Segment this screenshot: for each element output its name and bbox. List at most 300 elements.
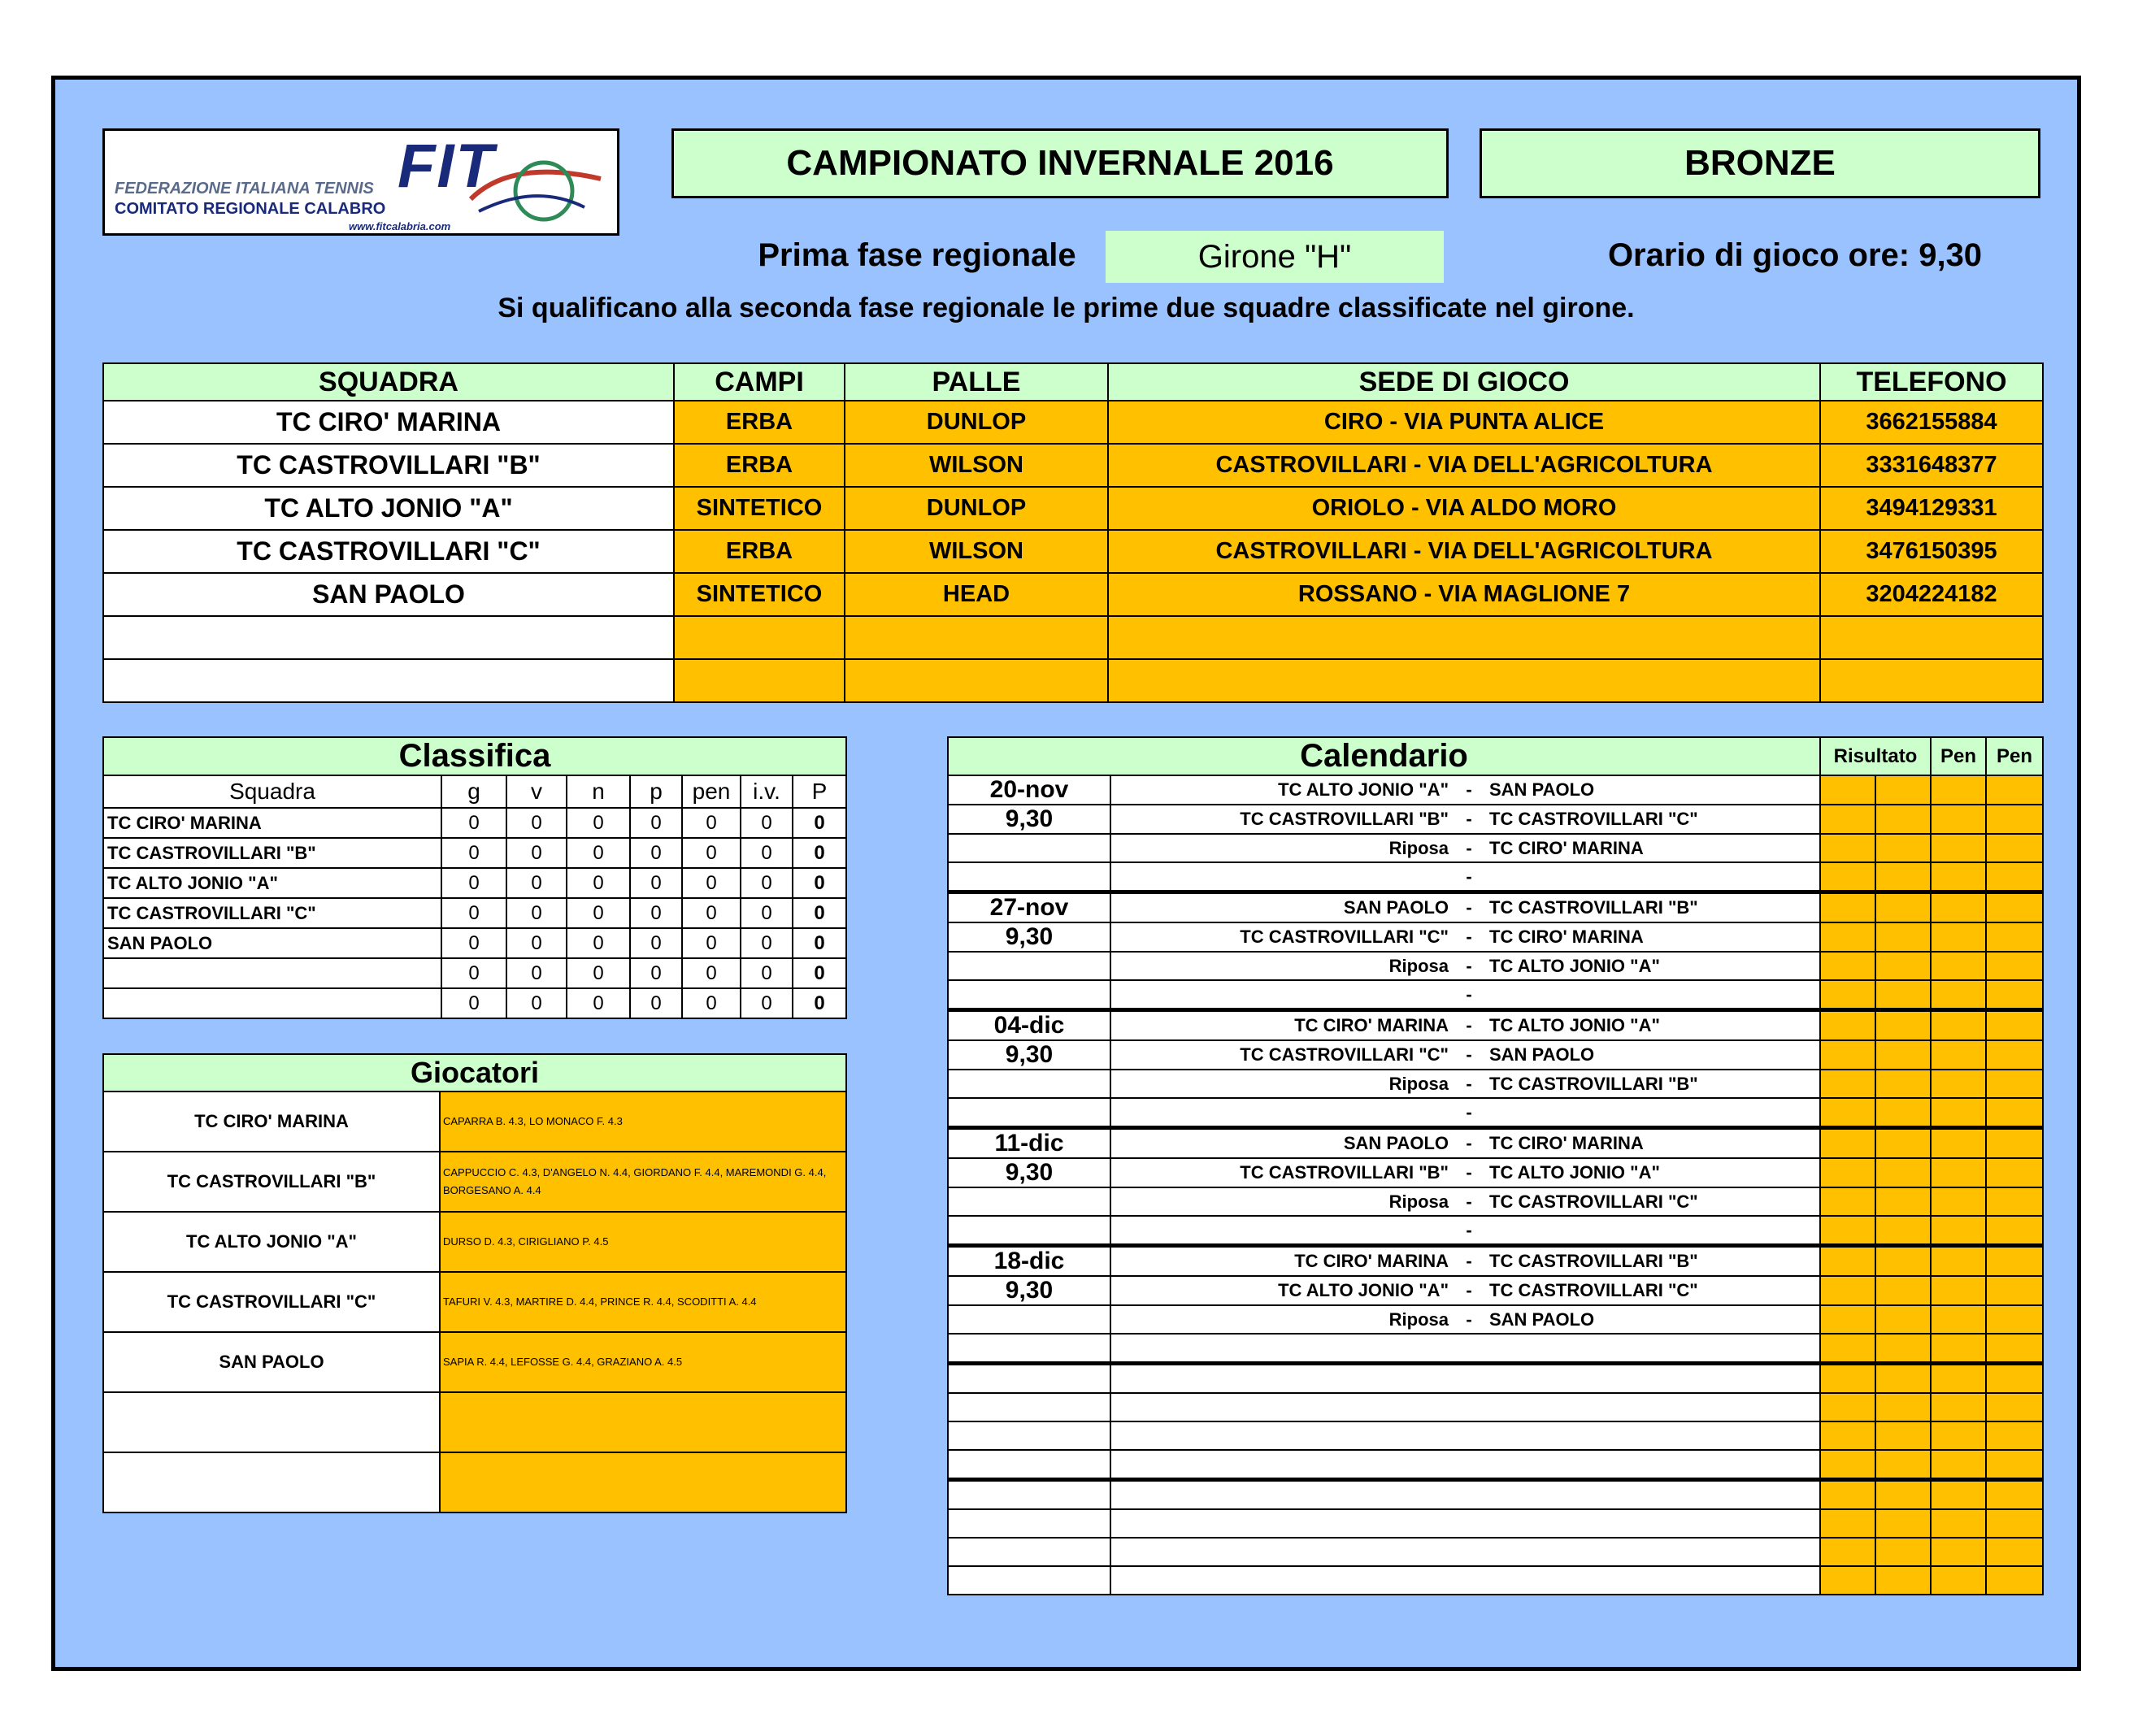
result-cell[interactable] [1875,1070,1931,1098]
home-team: Riposa [1388,1191,1449,1212]
match-date [948,1538,1110,1566]
match-date [948,862,1110,892]
match-pairing [1110,1010,1820,1041]
penalty-cell[interactable] [1986,1276,2043,1305]
result-cell[interactable] [1820,1070,1875,1098]
result-cell[interactable] [1820,1566,1875,1595]
schedule-row [948,1566,2043,1595]
result-cell[interactable] [1875,1421,1931,1450]
penalty-cell[interactable] [1986,1538,2043,1566]
standings-col-header: v [506,775,567,808]
match-pairing [1110,980,1820,1010]
result-cell[interactable] [1875,1450,1931,1480]
standings-value: 0 [793,988,846,1018]
team-row [103,659,2043,702]
match-date [948,1187,1110,1216]
result-cell[interactable] [1875,862,1931,892]
players-team: TC CASTROVILLARI "B" [103,1152,440,1212]
players-list: TAFURI V. 4.3, MARTIRE D. 4.4, PRINCE R. 4.4, SCODITTI A. 4.4 [440,1272,846,1332]
penalty-cell[interactable] [1986,1421,2043,1450]
players-team [103,1452,440,1512]
schedule-row [948,1010,2043,1041]
penalty-cell[interactable] [1986,862,2043,892]
penalty-cell[interactable] [1931,834,1986,862]
penalty-cell[interactable] [1931,1246,1986,1277]
standings-row [103,868,846,898]
result-cell[interactable] [1820,775,1875,805]
away-team: SAN PAOLO [1489,779,1595,800]
players-team: TC CASTROVILLARI "C" [103,1272,440,1332]
match-separator: - [1466,1015,1472,1035]
penalty-cell[interactable] [1986,1158,2043,1187]
team-detail [1820,616,2043,659]
players-list: CAPPUCCIO C. 4.3, D'ANGELO N. 4.4, GIORDANO F. 4.4, MAREMONDI G. 4.4, BORGESANO A. 4.4 [440,1152,846,1212]
standings-team [103,988,441,1018]
standings-value: 0 [441,808,506,838]
penalty-cell[interactable] [1931,952,1986,980]
team-detail: ERBA [674,444,845,487]
penalty-cell[interactable] [1931,1538,1986,1566]
penalty-cell[interactable] [1986,1364,2043,1394]
match-date [948,1305,1110,1334]
schedule-row [948,1509,2043,1538]
schedule-row [948,862,2043,892]
match-date [948,834,1110,862]
result-cell[interactable] [1875,805,1931,834]
match-separator: - [1466,809,1472,829]
result-cell[interactable] [1820,1480,1875,1510]
match-pairing [1110,1509,1820,1538]
team-name: TC ALTO JONIO "A" [103,487,674,530]
match-separator: - [1466,1101,1472,1122]
match-date [948,1566,1110,1595]
home-team: TC CASTROVILLARI "B" [1240,809,1449,829]
standings-value: 0 [741,928,793,958]
result-cell[interactable] [1875,775,1931,805]
standings-value: 0 [793,808,846,838]
players-table [102,1053,847,1513]
result-cell[interactable] [1875,1128,1931,1159]
schedule-table [947,736,2044,1595]
team-name [103,659,674,702]
result-cell[interactable] [1820,1246,1875,1277]
schedule-row [948,922,2043,952]
result-cell[interactable] [1820,1450,1875,1480]
penalty-cell[interactable] [1986,1010,2043,1041]
match-separator: - [1466,1309,1472,1330]
teams-col-header: TELEFONO [1820,363,2043,401]
standings-team: SAN PAOLO [103,928,441,958]
players-list [440,1392,846,1452]
players-row [103,1092,846,1152]
schedule-row [948,1480,2043,1510]
result-cell[interactable] [1820,892,1875,923]
result-cell[interactable] [1875,1010,1931,1041]
penalty-cell[interactable] [1931,1509,1986,1538]
penalty-cell[interactable] [1986,1566,2043,1595]
players-team: SAN PAOLO [103,1332,440,1392]
schedule-row [948,1070,2043,1098]
match-pairing [1110,1098,1820,1128]
penalty-cell[interactable] [1986,1305,2043,1334]
result-cell[interactable] [1820,1538,1875,1566]
team-detail: ERBA [674,401,845,444]
match-separator: - [1466,955,1472,976]
standings-value: 0 [567,898,630,928]
penalty-cell[interactable] [1986,1334,2043,1364]
schedule-row [948,1040,2043,1070]
standings-value: 0 [506,988,567,1018]
standings-value: 0 [506,838,567,868]
standings-col-header: p [630,775,682,808]
team-detail: SINTETICO [674,487,845,530]
team-row [103,487,2043,530]
result-cell[interactable] [1875,1305,1931,1334]
team-detail [845,659,1108,702]
away-team: TC CASTROVILLARI "B" [1489,897,1698,918]
schedule-row [948,1364,2043,1394]
result-cell[interactable] [1875,1334,1931,1364]
penalty-cell[interactable] [1931,1450,1986,1480]
away-team: TC ALTO JONIO "A" [1489,955,1660,976]
match-separator: - [1466,983,1472,1005]
standings-value: 0 [506,868,567,898]
result-cell[interactable] [1875,1364,1931,1394]
result-cell[interactable] [1875,1216,1931,1246]
penalty-cell[interactable] [1931,980,1986,1010]
penalty-cell[interactable] [1986,1128,2043,1159]
standings-value: 0 [441,898,506,928]
standings-value: 0 [630,958,682,988]
team-row [103,530,2043,573]
standings-value: 0 [567,808,630,838]
team-name: TC CASTROVILLARI "B" [103,444,674,487]
schedule-row [948,1128,2043,1159]
standings-value: 0 [441,928,506,958]
penalty-cell[interactable] [1931,1480,1986,1510]
standings-value: 0 [682,808,741,838]
teams-col-header: SQUADRA [103,363,674,401]
penalty-cell[interactable] [1931,1158,1986,1187]
standings-value: 0 [682,928,741,958]
standings-value: 0 [630,868,682,898]
result-cell[interactable] [1820,1098,1875,1128]
penalty-cell[interactable] [1931,1334,1986,1364]
schedule-title: Calendario [948,737,1820,775]
standings-title: Classifica [103,737,846,775]
standings-value: 0 [793,958,846,988]
away-team: SAN PAOLO [1489,1044,1595,1065]
schedule-row [948,775,2043,805]
result-cell[interactable] [1820,1364,1875,1394]
team-detail: ROSSANO - VIA MAGLIONE 7 [1108,573,1820,616]
match-pairing [1110,1480,1820,1510]
standings-row [103,838,846,868]
match-separator: - [1466,897,1472,918]
away-team: TC CASTROVILLARI "B" [1489,1251,1698,1271]
match-separator: - [1466,1162,1472,1183]
result-cell[interactable] [1820,952,1875,980]
match-separator: - [1466,1280,1472,1300]
team-detail: ORIOLO - VIA ALDO MORO [1108,487,1820,530]
players-team [103,1392,440,1452]
result-cell[interactable] [1875,922,1931,952]
penalty-cell[interactable] [1986,834,2043,862]
result-cell[interactable] [1875,1187,1931,1216]
players-row [103,1392,846,1452]
match-date: 20-nov [948,775,1110,805]
result-cell[interactable] [1820,980,1875,1010]
penalty-cell[interactable] [1986,1216,2043,1246]
logo-url: www.fitcalabria.com [349,220,451,232]
team-detail: WILSON [845,444,1108,487]
penalty-cell[interactable] [1986,892,2043,923]
match-separator: - [1466,1251,1472,1271]
home-team: TC CASTROVILLARI "B" [1240,1162,1449,1183]
penalty-cell[interactable] [1986,922,2043,952]
team-detail: 3331648377 [1820,444,2043,487]
teams-col-header: PALLE [845,363,1108,401]
team-detail [674,616,845,659]
penalty-cell[interactable] [1986,1480,2043,1510]
result-cell[interactable] [1875,1393,1931,1421]
standings-col-header: P [793,775,846,808]
standings-row [103,928,846,958]
standings-value: 0 [506,958,567,988]
home-team: TC ALTO JONIO "A" [1278,779,1449,800]
result-cell[interactable] [1875,1246,1931,1277]
penalty-cell[interactable] [1986,1040,2043,1070]
result-cell[interactable] [1875,1566,1931,1595]
schedule-row [948,1276,2043,1305]
away-team: TC ALTO JONIO "A" [1489,1015,1660,1035]
standings-value: 0 [567,838,630,868]
penalty-cell[interactable] [1931,922,1986,952]
schedule-row [948,805,2043,834]
standings-value: 0 [506,898,567,928]
match-separator: - [1466,927,1472,947]
penalty-cell[interactable] [1931,1276,1986,1305]
penalty-cell[interactable] [1931,805,1986,834]
penalty-header: Pen [1986,737,2043,775]
penalty-cell[interactable] [1931,1421,1986,1450]
match-pairing [1110,1246,1820,1277]
fit-logo [102,128,619,236]
teams-col-header: CAMPI [674,363,845,401]
standings-value: 0 [682,868,741,898]
result-cell[interactable] [1875,1538,1931,1566]
match-date [948,1480,1110,1510]
penalty-cell[interactable] [1986,775,2043,805]
team-name: TC CIRO' MARINA [103,401,674,444]
match-pairing [1110,862,1820,892]
match-pairing [1110,952,1820,980]
penalty-cell[interactable] [1986,1246,2043,1277]
penalty-cell[interactable] [1931,892,1986,923]
penalty-cell[interactable] [1931,1364,1986,1394]
standings-row [103,898,846,928]
penalty-cell[interactable] [1986,1450,2043,1480]
result-cell[interactable] [1875,1509,1931,1538]
result-cell[interactable] [1820,1128,1875,1159]
result-cell[interactable] [1820,922,1875,952]
standings-header-row [103,775,846,808]
schedule-row [948,834,2043,862]
match-pairing [1110,1158,1820,1187]
standings-value: 0 [567,928,630,958]
result-cell[interactable] [1820,1305,1875,1334]
result-cell[interactable] [1820,1187,1875,1216]
players-list [440,1452,846,1512]
players-row [103,1212,846,1272]
team-detail: WILSON [845,530,1108,573]
result-cell[interactable] [1875,952,1931,980]
match-pairing [1110,1187,1820,1216]
team-detail: 3662155884 [1820,401,2043,444]
standings-value: 0 [630,988,682,1018]
result-cell[interactable] [1875,980,1931,1010]
result-cell[interactable] [1820,1158,1875,1187]
penalty-cell[interactable] [1931,1393,1986,1421]
team-detail: CASTROVILLARI - VIA DELL'AGRICOLTURA [1108,530,1820,573]
standings-value: 0 [682,958,741,988]
team-name [103,616,674,659]
players-row [103,1452,846,1512]
result-cell[interactable] [1875,1040,1931,1070]
standings-value: 0 [793,928,846,958]
standings-row [103,988,846,1018]
penalty-cell[interactable] [1986,952,2043,980]
team-detail: ERBA [674,530,845,573]
match-date [948,952,1110,980]
players-list: CAPARRA B. 4.3, LO MONACO F. 4.3 [440,1092,846,1152]
team-detail [845,616,1108,659]
penalty-cell[interactable] [1986,1187,2043,1216]
away-team: TC CASTROVILLARI "B" [1489,1073,1698,1094]
penalty-cell[interactable] [1931,1187,1986,1216]
home-team: Riposa [1388,837,1449,858]
team-detail: DUNLOP [845,401,1108,444]
team-detail [1108,659,1820,702]
result-cell[interactable] [1875,1158,1931,1187]
result-cell[interactable] [1875,1480,1931,1510]
penalty-cell[interactable] [1931,1098,1986,1128]
penalty-cell[interactable] [1986,980,2043,1010]
match-date: 9,30 [948,1040,1110,1070]
away-team: TC CIRO' MARINA [1489,927,1644,947]
match-pairing [1110,1334,1820,1364]
standings-value: 0 [567,988,630,1018]
result-cell[interactable] [1820,1216,1875,1246]
standings-team: TC CASTROVILLARI "B" [103,838,441,868]
penalty-cell[interactable] [1986,1098,2043,1128]
away-team: TC CIRO' MARINA [1489,1133,1644,1153]
players-row [103,1272,846,1332]
home-team: SAN PAOLO [1343,897,1449,918]
result-cell[interactable] [1820,1509,1875,1538]
result-cell[interactable] [1820,1334,1875,1364]
standings-value: 0 [682,898,741,928]
standings-value: 0 [630,898,682,928]
schedule-row [948,1393,2043,1421]
match-date: 04-dic [948,1010,1110,1041]
penalty-cell[interactable] [1931,1216,1986,1246]
standings-team: TC ALTO JONIO "A" [103,868,441,898]
result-cell[interactable] [1820,1421,1875,1450]
result-cell[interactable] [1875,892,1931,923]
result-cell[interactable] [1875,1098,1931,1128]
schedule-row [948,1246,2043,1277]
schedule-row [948,892,2043,923]
team-row [103,573,2043,616]
match-date: 11-dic [948,1128,1110,1159]
home-team: TC CIRO' MARINA [1294,1251,1449,1271]
standings-value: 0 [741,988,793,1018]
team-detail: DUNLOP [845,487,1108,530]
schedule-row [948,980,2043,1010]
match-date: 9,30 [948,1276,1110,1305]
standings-team: TC CASTROVILLARI "C" [103,898,441,928]
standings-value: 0 [441,988,506,1018]
penalty-cell[interactable] [1931,1128,1986,1159]
result-cell[interactable] [1875,834,1931,862]
championship-title: CAMPIONATO INVERNALE 2016 [671,128,1449,198]
standings-value: 0 [793,898,846,928]
penalty-cell[interactable] [1986,1070,2043,1098]
standings-col-header: pen [682,775,741,808]
standings-col-header: g [441,775,506,808]
standings-row [103,958,846,988]
penalty-cell[interactable] [1931,1010,1986,1041]
penalty-cell[interactable] [1931,775,1986,805]
match-date [948,980,1110,1010]
home-team: Riposa [1388,955,1449,976]
away-team: TC CASTROVILLARI "C" [1489,809,1698,829]
schedule-row [948,1538,2043,1566]
standings-value: 0 [682,838,741,868]
match-pairing [1110,1128,1820,1159]
standings-col-header: Squadra [103,775,441,808]
team-name: TC CASTROVILLARI "C" [103,530,674,573]
result-cell[interactable] [1820,1040,1875,1070]
logo-federation: FEDERAZIONE ITALIANA TENNIS [115,180,374,197]
team-name: SAN PAOLO [103,573,674,616]
result-cell[interactable] [1820,862,1875,892]
result-cell[interactable] [1820,805,1875,834]
result-cell[interactable] [1820,1393,1875,1421]
schedule-row [948,1450,2043,1480]
result-cell[interactable] [1820,1010,1875,1041]
penalty-cell[interactable] [1931,862,1986,892]
result-cell[interactable] [1875,1276,1931,1305]
match-date [948,1098,1110,1128]
penalty-cell[interactable] [1931,1305,1986,1334]
penalty-cell[interactable] [1931,1070,1986,1098]
result-cell[interactable] [1820,1276,1875,1305]
penalty-cell[interactable] [1931,1040,1986,1070]
standings-table [102,736,847,1019]
penalty-cell[interactable] [1986,1509,2043,1538]
match-pairing [1110,805,1820,834]
penalty-cell[interactable] [1931,1566,1986,1595]
match-separator: - [1466,1073,1472,1094]
match-date [948,1509,1110,1538]
penalty-cell[interactable] [1986,805,2043,834]
result-cell[interactable] [1820,834,1875,862]
standings-value: 0 [682,988,741,1018]
qualification-note: Si qualificano alla seconda fase regionale le prime due squadre classificate nel girone. [498,293,1635,323]
penalty-cell[interactable] [1986,1393,2043,1421]
